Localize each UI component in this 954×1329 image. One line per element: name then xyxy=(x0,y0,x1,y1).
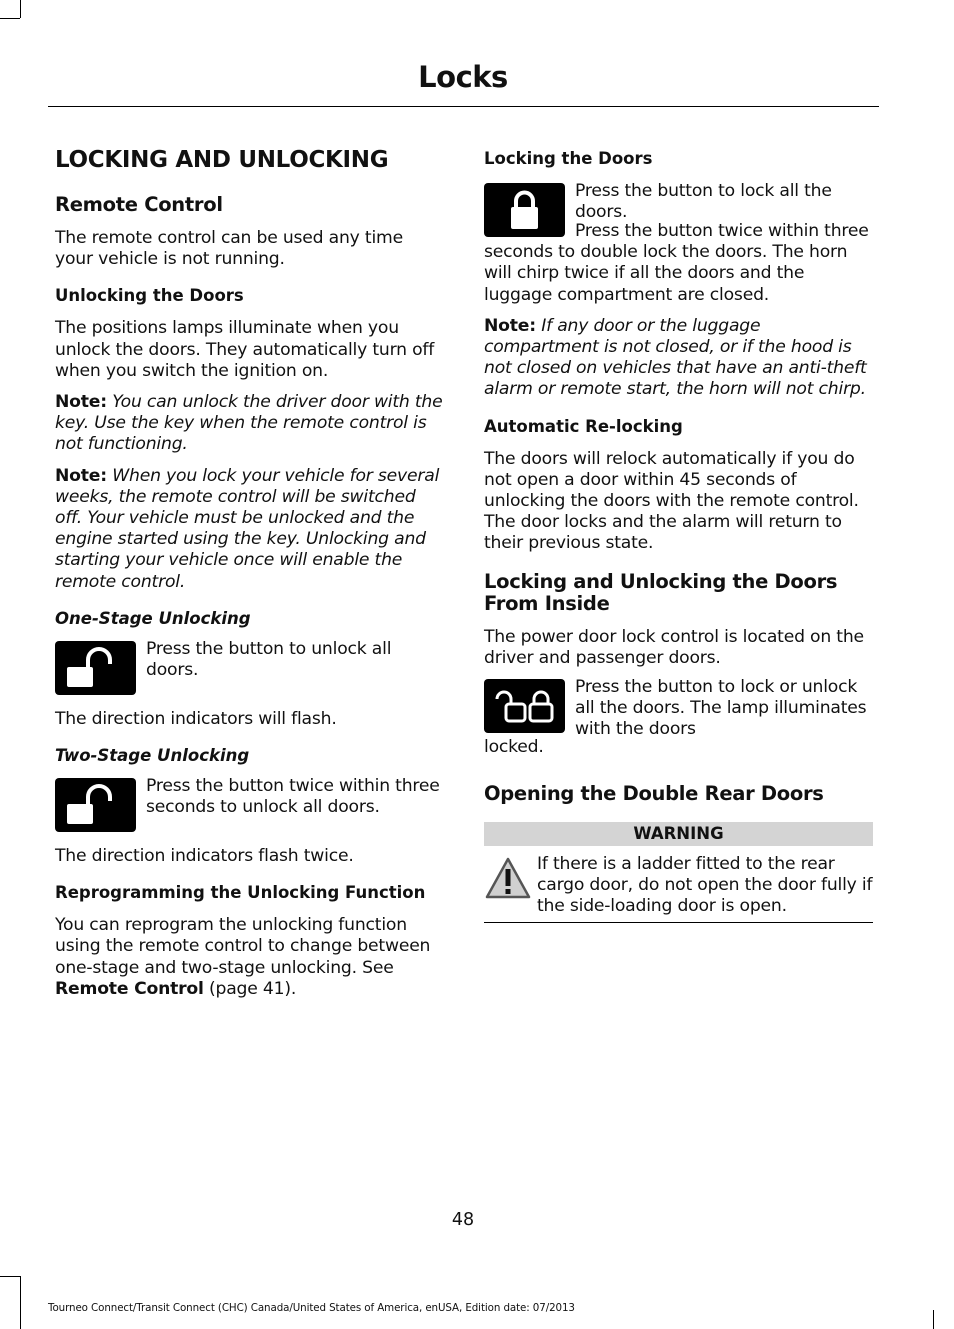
unlocking-note-1 xyxy=(55,392,445,456)
one-stage-icon-row xyxy=(55,638,445,695)
crop-mark xyxy=(0,1276,20,1277)
reprogramming-text-before: You can reprogram the unlocking function using the remote control to change between one-stage and two-stage unlocking. See xyxy=(55,915,431,978)
warning-label: WARNING xyxy=(484,822,873,846)
one-stage-icon-text: Press the button to unlock all doors. xyxy=(146,638,392,681)
locking-text xyxy=(484,221,873,306)
note-text: When you lock your vehicle for several weeks, the remote control will be switched off. Your vehicle must be unlocked and the engine started using the key. Unlocking and starting your vehicle once will enable the remote control. xyxy=(55,465,440,592)
locking-text-body: Press the button twice within three seconds to double lock the doors. The horn will chirp twice if all the doors and the luggage compartment are closed. xyxy=(484,221,869,305)
page-title: Locks xyxy=(418,60,508,94)
remote-control-link[interactable]: Remote Control xyxy=(55,978,204,999)
lock-unlock-icon xyxy=(484,679,565,733)
note-text: You can unlock the driver door with the key. Use the key when the remote control is not functioning. xyxy=(55,392,443,455)
warning-text: If there is a ladder fitted to the rear cargo door, do not open the door fully if the side-loading door is open. xyxy=(537,853,873,917)
unlocking-note-2 xyxy=(55,466,445,593)
warning-triangle-icon xyxy=(484,854,532,902)
unlocking-text: The positions lamps illuminate when you unlock the doors. They automatically turn off when you switch the ignition on. xyxy=(55,318,435,381)
reprogramming-text-after: (page 41). xyxy=(208,978,297,999)
one-stage-text: The direction indicators will flash. xyxy=(55,708,337,729)
relocking-heading: Automatic Re-locking xyxy=(484,416,683,436)
crop-mark xyxy=(20,0,21,18)
note-label: Note: xyxy=(55,465,107,486)
crop-mark xyxy=(0,18,20,19)
reprogramming-heading: Reprogramming the Unlocking Function xyxy=(55,883,426,903)
right-column xyxy=(484,148,873,923)
warning-box xyxy=(484,854,873,924)
inside-text: The power door lock control is located on the driver and passenger doors. xyxy=(484,626,864,668)
note-label: Note: xyxy=(484,315,536,336)
section-title: LOCKING AND UNLOCKING xyxy=(55,147,389,173)
two-stage-icon-row xyxy=(55,778,445,832)
unlocking-heading: Unlocking the Doors xyxy=(55,286,244,306)
remote-control-text: The remote control can be used any time your vehicle is not running. xyxy=(55,228,403,270)
two-stage-text: The direction indicators flash twice. xyxy=(55,846,354,867)
two-stage-icon-text: Press the button twice within three seconds to unlock all doors. xyxy=(146,776,440,818)
relocking-text: The doors will relock automatically if you do not open a door within 45 seconds of unlocking the doors with the remote control. The door locks and the alarm will return to their previous state. xyxy=(484,448,859,554)
unlock-icon xyxy=(55,778,136,832)
left-column xyxy=(55,146,445,1010)
rear-doors-heading: Opening the Double Rear Doors xyxy=(484,781,824,805)
header-rule xyxy=(48,106,879,107)
inside-heading: Locking and Unlocking the Doors From Inside xyxy=(484,569,838,615)
inside-icon-row xyxy=(484,679,873,741)
footer-text: Tourneo Connect/Transit Connect (CHC) Canada/United States of America, enUSA, Edition date: 07/2013 xyxy=(48,1302,575,1314)
locking-note xyxy=(484,316,873,401)
unlock-icon xyxy=(55,641,136,695)
crop-mark xyxy=(20,1276,21,1329)
page-number: 48 xyxy=(451,1210,475,1230)
crop-mark xyxy=(933,1310,934,1329)
reprogramming-text xyxy=(55,915,445,1000)
note-label: Note: xyxy=(55,392,107,413)
one-stage-heading: One-Stage Unlocking xyxy=(55,608,251,628)
two-stage-heading: Two-Stage Unlocking xyxy=(55,746,250,766)
inside-icon-text-end: locked. xyxy=(484,736,544,757)
locking-icon-text: Press the button to lock all the doors. xyxy=(575,181,832,223)
inside-icon-text: Press the button to lock or unlock all the doors. The lamp illuminates with the doors xyxy=(575,677,867,740)
remote-control-heading: Remote Control xyxy=(55,193,223,216)
locking-heading: Locking the Doors xyxy=(484,149,653,168)
note-text: If any door or the luggage compartment is not closed, or if the hood is not closed on vehicles that have an anti-theft alarm or remote start, the horn will not chirp. xyxy=(484,315,867,400)
